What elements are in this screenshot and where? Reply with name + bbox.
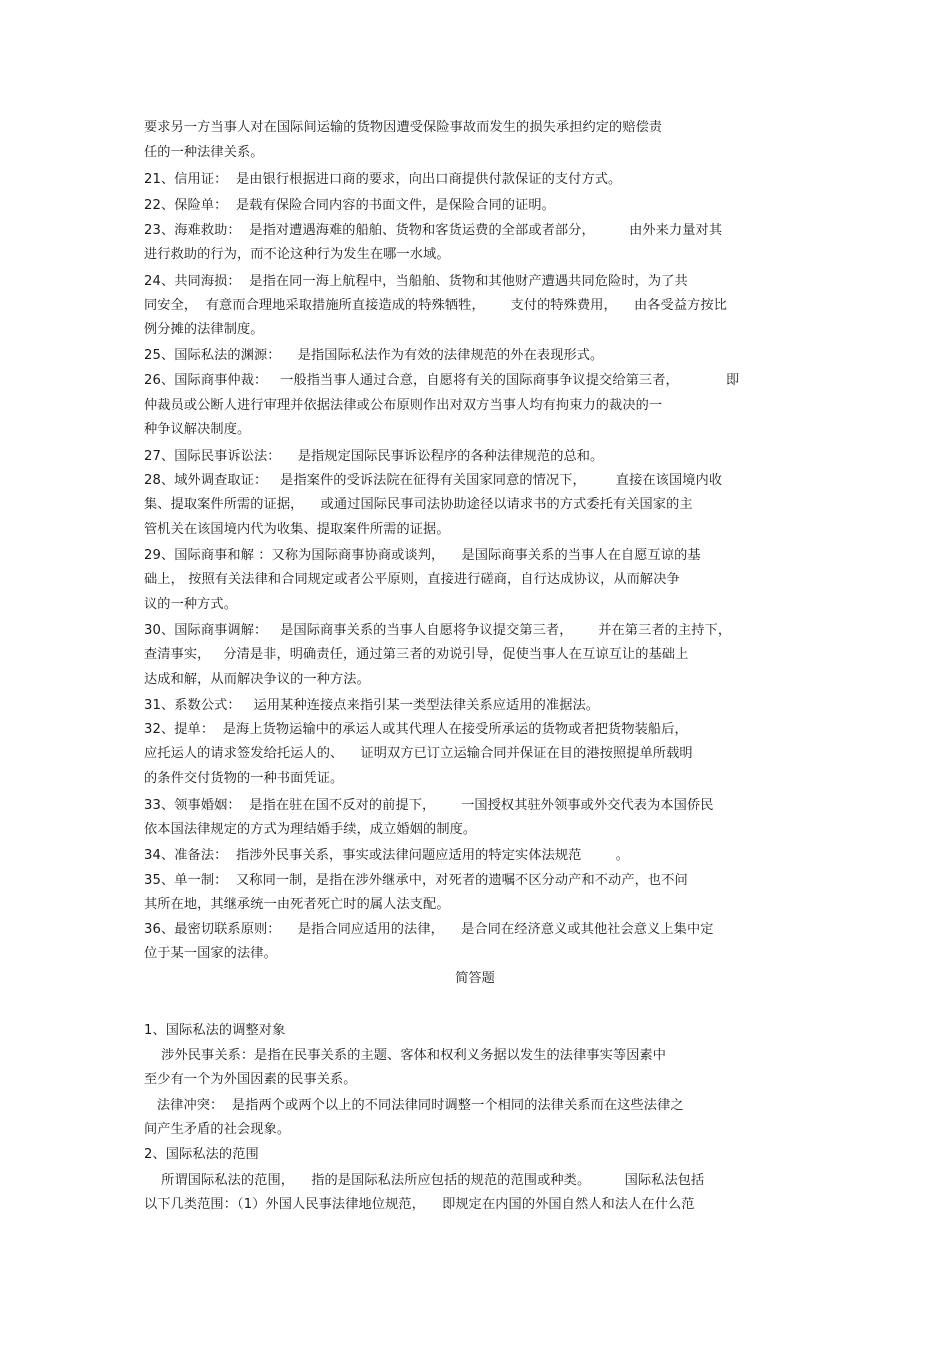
text-line: 1、国际私法的调整对象	[144, 1023, 286, 1038]
text-line: 35、单一制： 又称同一制，是指在涉外继承中，对死者的遗嘱不区分动产和不动产，也不问	[144, 873, 688, 888]
text-line: 24、共同海损： 是指在同一海上航程中，当船舶、货物和其他财产遭遇共同危险时，为了共	[144, 274, 688, 289]
text-line: 30、国际商事调解： 是国际商事关系的当事人自愿将争议提交第三者， 并在第三者的主持下，	[144, 623, 732, 638]
text-line: 法律冲突： 是指两个或两个以上的不同法律同时调整一个相同的法律关系而在这些法律之	[144, 1098, 684, 1113]
text-line: 种争议解决制度。	[144, 422, 251, 437]
text-line: 2、国际私法的范围	[144, 1147, 259, 1162]
text-line: 集、提取案件所需的证据， 或通过国际民事司法协助途径以请求书的方式委托有关国家的主	[144, 497, 693, 512]
text-line: 其所在地，其继承统一由死者死亡时的属人法支配。	[144, 897, 450, 912]
text-line: 位于某一国家的法律。	[144, 946, 277, 961]
text-line: 21、信用证： 是由银行根据进口商的要求，向出口商提供付款保证的支付方式。	[144, 172, 622, 187]
text-line: 仲裁员或公断人进行审理并依据法律或公布原则作出对双方当事人均有拘束力的裁决的一	[144, 398, 663, 413]
text-line: 议的一种方式。	[144, 597, 238, 612]
text-line: 础上， 按照有关法律和合同规定或者公平原则，直接进行磋商，自行达成协议，从而解决争	[144, 572, 680, 587]
text-line: 36、最密切联系原则： 是指合同应适用的法律， 是合同在经济意义或其他社会意义上集中定	[144, 922, 714, 937]
text-line: 例分摊的法律制度。	[144, 322, 264, 337]
text-line: 28、域外调查取证： 是指案件的受诉法院在征得有关国家同意的情况下， 直接在该国境内收	[144, 473, 723, 488]
text-line: 33、领事婚姻： 是指在驻在国不反对的前提下， 一国授权其驻外领事或外交代表为本国侨民	[144, 798, 714, 813]
text-line: 任的一种法律关系。	[144, 145, 264, 160]
text-line: 同安全， 有意而合理地采取措施所直接造成的特殊牺牲， 支付的特殊费用， 由各受益方按比	[144, 298, 727, 313]
text-line: 所谓国际私法的范围， 指的是国际私法所应包括的规范的范围或种类。 国际私法包括	[144, 1173, 705, 1188]
text-line: 25、国际私法的渊源： 是指国际私法作为有效的法律规范的外在表现形式。	[144, 348, 604, 363]
text-line: 以下几类范围：（1）外国人民事法律地位规范， 即规定在内国的外国自然人和法人在什么范	[144, 1197, 695, 1212]
text-line: 间产生矛盾的社会现象。	[144, 1122, 291, 1137]
text-line: 29、国际商事和解 ：又称为国际商事协商或谈判， 是国际商事关系的当事人在自愿互谅的基	[144, 548, 701, 563]
text-line: 22、保险单： 是载有保险合同内容的书面文件，是保险合同的证明。	[144, 198, 555, 213]
text-line: 依本国法律规定的方式为理结婚手续，成立婚姻的制度。	[144, 822, 477, 837]
text-line: 的条件交付货物的一种书面凭证。	[144, 771, 344, 786]
section-heading: 简答题	[455, 971, 495, 986]
text-line: 27、国际民事诉讼法： 是指规定国际民事诉讼程序的各种法律规范的总和。	[144, 449, 604, 464]
text-line: 32、提单： 是海上货物运输中的承运人或其代理人在接受所承运的货物或者把货物装船后，	[144, 722, 688, 737]
text-line: 应托运人的请求签发给托运人的、 证明双方已订立运输合同并保证在目的港按照提单所载明	[144, 746, 693, 761]
text-line: 进行救助的行为，而不论这种行为发生在哪一水域。	[144, 247, 450, 262]
text-line: 23、海难救助： 是指对遭遇海难的船舶、货物和客货运费的全部或者部分， 由外来力量对其	[144, 223, 723, 238]
text-line: 达成和解，从而解决争议的一种方法。	[144, 672, 370, 687]
text-line: 34、准备法： 指涉外民事关系，事实或法律问题应适用的特定实体法规范 。	[144, 848, 630, 863]
text-line: 查清事实， 分清是非，明确责任，通过第三者的劝说引导，促使当事人在互谅互让的基础上	[144, 647, 689, 662]
text-line: 涉外民事关系：是指在民事关系的主题、客体和权利义务据以发生的法律事实等因素中	[144, 1048, 667, 1063]
text-line: 至少有一个为外国因素的民事关系。	[144, 1072, 357, 1087]
text-line: 31、系数公式： 运用某种连接点来指引某一类型法律关系应适用的准据法。	[144, 698, 600, 713]
text-line: 管机关在该国境内代为收集、提取案件所需的证据。	[144, 522, 450, 537]
text-line: 要求另一方当事人对在国际间运输的货物因遭受保险事故而发生的损失承担约定的赔偿责	[144, 120, 663, 135]
text-line: 26、国际商事仲裁： 一般指当事人通过合意，自愿将有关的国际商事争议提交给第三者， 即	[144, 373, 740, 388]
